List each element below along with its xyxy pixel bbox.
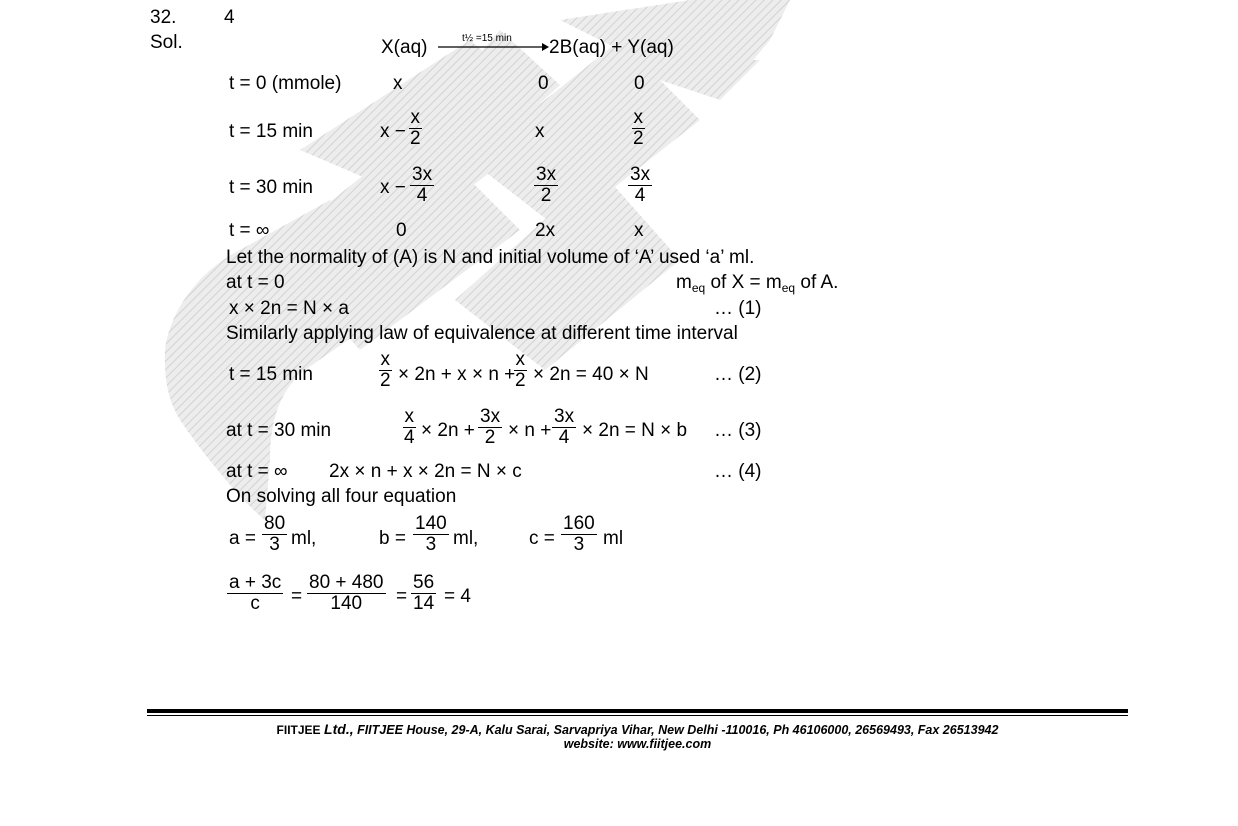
eq3-den2: 2 (484, 426, 496, 448)
row2-x-fraction (410, 165, 434, 206)
meq-m1: m (676, 272, 692, 293)
final-num1: a + 3c (229, 572, 282, 593)
row2-y-den: 4 (634, 184, 646, 206)
row2-y-fraction (628, 165, 652, 206)
b-fraction (413, 514, 449, 555)
row1-x-num: x (410, 107, 421, 128)
final-num3: 56 (413, 572, 435, 593)
equation-1-tag: … (1) (714, 298, 762, 319)
eq3-fraction-2 (478, 407, 502, 448)
equation-2-tag: … (2) (714, 364, 762, 385)
row2-y-num: 3x (630, 164, 651, 185)
row2-b-den: 2 (540, 184, 552, 206)
eq3-num1: x (404, 406, 415, 427)
final-num2: 80 + 480 (309, 572, 384, 593)
row3-y: x (634, 220, 644, 241)
row2-x-den: 4 (416, 184, 428, 206)
eq3-fraction-3 (552, 407, 576, 448)
meq-sub1: eq (691, 281, 706, 295)
footer-brand: FIITJEE (276, 723, 321, 737)
eq3-time: at t = 30 min (226, 420, 332, 441)
equation-4: 2x × n + x × 2n = N × c (329, 461, 522, 482)
eq3-end: × 2n = N × b (582, 420, 688, 441)
eq2-num2: x (515, 349, 526, 370)
eq2-num1: x (380, 349, 391, 370)
c-unit: ml (603, 528, 624, 549)
eq3-num2: 3x (480, 406, 501, 427)
row1-y-den: 2 (633, 127, 644, 149)
eq2-time: t = 15 min (229, 364, 313, 385)
reaction-arrow-icon (438, 40, 550, 54)
row3-x: 0 (396, 220, 407, 241)
reaction-lhs: X(aq) (381, 37, 428, 58)
eq2-den1: 2 (380, 369, 391, 391)
row0-time: t = 0 (mmole) (229, 73, 342, 94)
row2-x-num: 3x (412, 164, 433, 185)
answer-value: 4 (224, 7, 235, 28)
b-lhs: b = (379, 528, 406, 549)
row1-x-fraction (408, 108, 423, 149)
eq3-middle-2: × n + (508, 420, 552, 441)
footer-rule-thin (147, 715, 1128, 716)
final-equals-1: = (291, 586, 303, 607)
c-fraction (561, 514, 597, 555)
equation-1: x × 2n = N × a (229, 298, 349, 319)
eq2-den2: 2 (515, 369, 526, 391)
footer-address (147, 722, 1128, 737)
equation-3-tag: … (3) (714, 420, 762, 441)
eq4-time: at t = ∞ (226, 461, 288, 482)
row0-b: 0 (538, 73, 549, 94)
row1-time: t = 15 min (229, 121, 313, 142)
final-equals-2: = (396, 586, 408, 607)
a-fraction (262, 514, 287, 555)
eq2-fraction-1 (378, 350, 393, 391)
c-den: 3 (573, 533, 585, 555)
row2-time: t = 30 min (229, 177, 313, 198)
row0-y: 0 (634, 73, 645, 94)
final-den3: 14 (413, 592, 435, 614)
c-lhs: c = (529, 528, 555, 549)
eq3-fraction-1 (402, 407, 417, 448)
solving-line: On solving all four equation (226, 486, 457, 507)
eq3-den1: 4 (404, 426, 415, 448)
eq2-middle: × 2n + x × n + (398, 364, 516, 385)
row1-y-fraction (631, 108, 646, 149)
b-den: 3 (425, 533, 437, 555)
a-lhs: a = (229, 528, 256, 549)
footer-website: website: www.fiitjee.com (563, 737, 712, 751)
eq2-end: × 2n = 40 × N (533, 364, 649, 385)
normality-line: Let the normality of (A) is N and initial volume of ‘A’ used ‘a’ ml. (226, 247, 755, 268)
footer-rule-thick (147, 709, 1128, 713)
row1-x-prefix: x − (380, 121, 406, 142)
final-fraction-3 (411, 573, 436, 614)
reaction-rhs: 2B(aq) + Y(aq) (549, 37, 674, 58)
question-number: 32. (150, 7, 177, 28)
final-den2: 140 (330, 592, 363, 614)
a-den: 3 (269, 533, 280, 555)
footer-address-text: FIITJEE House, 29-A, Kalu Sarai, Sarvapriya Vihar, New Delhi -110016, Ph 46106000, 26569493, Fax 26513942 (357, 723, 999, 737)
similarly-line: Similarly applying law of equivalence at different time interval (226, 323, 738, 344)
equation-4-tag: … (4) (714, 461, 762, 482)
row2-x-prefix: x − (380, 177, 406, 198)
b-unit: ml, (453, 528, 479, 549)
final-result: = 4 (444, 586, 471, 607)
row1-y-num: x (633, 107, 644, 128)
row3-time: t = ∞ (229, 220, 270, 241)
arrow-label: t½ =15 min (462, 33, 512, 44)
meq-sub2: eq (781, 281, 796, 295)
row0-x: x (393, 73, 403, 94)
eq3-num3: 3x (554, 406, 575, 427)
b-num: 140 (415, 513, 447, 534)
eq3-den3: 4 (558, 426, 570, 448)
final-den1: c (250, 592, 260, 614)
row3-b: 2x (535, 220, 556, 241)
meq-right: of A. (795, 272, 839, 293)
row2-b-num: 3x (536, 164, 557, 185)
final-fraction-2 (307, 573, 386, 614)
eq2-fraction-2 (513, 350, 528, 391)
row1-x-den: 2 (410, 127, 421, 149)
solution-label: Sol. (150, 32, 183, 53)
eq3-middle-1: × 2n + (421, 420, 475, 441)
at-t0-label: at t = 0 (226, 272, 285, 293)
meq-mid: of X = m (705, 272, 782, 293)
meq-statement (676, 273, 838, 294)
footer-ltd: Ltd., (324, 721, 354, 737)
a-num: 80 (264, 513, 286, 534)
a-unit: ml, (291, 528, 317, 549)
row2-b-fraction (534, 165, 558, 206)
c-num: 160 (563, 513, 595, 534)
row1-b: x (535, 121, 545, 142)
final-fraction-1 (227, 573, 283, 614)
